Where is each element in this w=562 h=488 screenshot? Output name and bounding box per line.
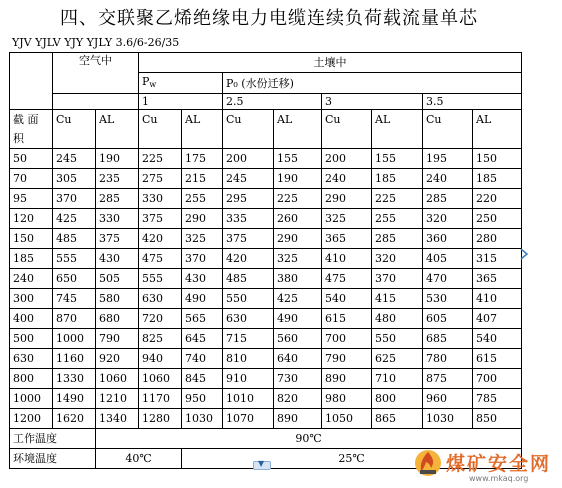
ampacity-cell: 1620 xyxy=(53,409,96,429)
ampacity-cell: 375 xyxy=(139,209,182,229)
ampacity-cell: 920 xyxy=(96,349,139,369)
ampacity-cell: 580 xyxy=(96,289,139,309)
ampacity-cell: 1050 xyxy=(322,409,372,429)
ampacity-cell: 370 xyxy=(182,249,223,269)
work-temp-value: 90℃ xyxy=(96,429,522,449)
ampacity-cell: 475 xyxy=(139,249,182,269)
work-temp-label: 工作温度 xyxy=(10,429,96,449)
ampacity-cell: 1000 xyxy=(53,329,96,349)
ampacity-cell: 305 xyxy=(53,169,96,189)
ampacity-cell: 1060 xyxy=(96,369,139,389)
site-logo xyxy=(413,446,558,488)
ampacity-cell: 275 xyxy=(139,169,182,189)
ampacity-cell: 430 xyxy=(182,269,223,289)
ampacity-cell: 407 xyxy=(473,309,522,329)
ampacity-cell: 745 xyxy=(53,289,96,309)
ampacity-cell: 430 xyxy=(96,249,139,269)
pw-subscript: w xyxy=(149,80,157,89)
ampacity-cell: 615 xyxy=(473,349,522,369)
ampacity-cell: 425 xyxy=(53,209,96,229)
ampacity-cell: 685 xyxy=(423,329,473,349)
ampacity-cell: 645 xyxy=(182,329,223,349)
section-size-cell: 1000 xyxy=(10,389,53,409)
env-temp-air: 40℃ xyxy=(96,449,182,469)
ampacity-cell: 940 xyxy=(139,349,182,369)
p0-25-al-header: AL xyxy=(274,110,322,149)
p0-3-cu-header: Cu xyxy=(322,110,372,149)
ampacity-cell: 470 xyxy=(423,269,473,289)
ampacity-cell: 785 xyxy=(473,389,522,409)
ampacity-cell: 250 xyxy=(473,209,522,229)
ampacity-cell: 150 xyxy=(473,149,522,169)
soil-header: 土壤中 xyxy=(139,53,522,73)
ampacity-cell: 1030 xyxy=(423,409,473,429)
table-row xyxy=(10,149,522,169)
air-header: 空气中 xyxy=(53,53,139,94)
ampacity-cell: 485 xyxy=(223,269,274,289)
ampacity-cell: 1340 xyxy=(96,409,139,429)
ampacity-cell: 1060 xyxy=(139,369,182,389)
ampacity-cell: 555 xyxy=(53,249,96,269)
logo-url: www.mkaq.org xyxy=(469,474,529,483)
pw-cu-header: Cu xyxy=(139,110,182,149)
env-temp-label: 环境温度 xyxy=(10,449,96,469)
ampacity-cell: 715 xyxy=(223,329,274,349)
ampacity-cell: 405 xyxy=(423,249,473,269)
ampacity-cell: 225 xyxy=(372,189,423,209)
ampacity-cell: 1490 xyxy=(53,389,96,409)
p0-value-2: 3 xyxy=(322,94,423,110)
ampacity-cell: 220 xyxy=(473,189,522,209)
ampacity-cell: 410 xyxy=(322,249,372,269)
ampacity-cell: 240 xyxy=(322,169,372,189)
ampacity-cell: 330 xyxy=(139,189,182,209)
ampacity-cell: 280 xyxy=(473,229,522,249)
ampacity-cell: 650 xyxy=(53,269,96,289)
ampacity-cell: 195 xyxy=(423,149,473,169)
ampacity-cell: 360 xyxy=(423,229,473,249)
ampacity-cell: 605 xyxy=(423,309,473,329)
ampacity-cell: 870 xyxy=(53,309,96,329)
section-size-cell: 150 xyxy=(10,229,53,249)
table-row xyxy=(10,269,522,289)
ampacity-cell: 420 xyxy=(223,249,274,269)
ampacity-cell: 240 xyxy=(423,169,473,189)
ampacity-cell: 530 xyxy=(423,289,473,309)
ampacity-cell: 865 xyxy=(372,409,423,429)
ampacity-cell: 200 xyxy=(223,149,274,169)
ampacity-cell: 540 xyxy=(473,329,522,349)
ampacity-cell: 565 xyxy=(182,309,223,329)
p0-35-cu-header: Cu xyxy=(423,110,473,149)
section-size-cell: 240 xyxy=(10,269,53,289)
table-row xyxy=(10,289,522,309)
ampacity-cell: 980 xyxy=(322,389,372,409)
p0-value-1: 2.5 xyxy=(223,94,322,110)
ampacity-cell: 640 xyxy=(274,349,322,369)
ampacity-cell: 890 xyxy=(274,409,322,429)
ampacity-cell: 415 xyxy=(372,289,423,309)
ampacity-cell: 285 xyxy=(372,229,423,249)
chevron-right-icon[interactable] xyxy=(519,248,529,260)
ampacity-cell: 175 xyxy=(182,149,223,169)
ampacity-cell: 1160 xyxy=(53,349,96,369)
ampacity-cell: 625 xyxy=(372,349,423,369)
page-title: 四、交联聚乙烯绝缘电力电缆连续负荷载流量单芯 xyxy=(60,8,478,29)
ampacity-cell: 330 xyxy=(96,209,139,229)
pw-header xyxy=(139,73,223,94)
ampacity-cell: 480 xyxy=(372,309,423,329)
ampacity-cell: 370 xyxy=(53,189,96,209)
table-row xyxy=(10,329,522,349)
ampacity-cell: 245 xyxy=(223,169,274,189)
ampacity-cell: 1030 xyxy=(182,409,223,429)
table-row xyxy=(10,189,522,209)
ampacity-cell: 740 xyxy=(182,349,223,369)
ampacity-cell: 790 xyxy=(96,329,139,349)
ampacity-cell: 630 xyxy=(223,309,274,329)
ampacity-cell: 200 xyxy=(322,149,372,169)
section-size-cell: 630 xyxy=(10,349,53,369)
ampacity-cell: 315 xyxy=(473,249,522,269)
ampacity-cell: 825 xyxy=(139,329,182,349)
chevron-down-glyph: ▼ xyxy=(258,459,265,468)
ampacity-table xyxy=(9,52,522,469)
ampacity-cell: 910 xyxy=(223,369,274,389)
ampacity-cell: 1170 xyxy=(139,389,182,409)
ampacity-cell: 780 xyxy=(423,349,473,369)
ampacity-cell: 380 xyxy=(274,269,322,289)
ampacity-cell: 290 xyxy=(182,209,223,229)
ampacity-cell: 225 xyxy=(139,149,182,169)
p0-3-al-header: AL xyxy=(372,110,423,149)
ampacity-cell: 820 xyxy=(274,389,322,409)
ampacity-cell: 410 xyxy=(473,289,522,309)
ampacity-cell: 615 xyxy=(322,309,372,329)
ampacity-cell: 1330 xyxy=(53,369,96,389)
section-size-cell: 185 xyxy=(10,249,53,269)
ampacity-cell: 850 xyxy=(473,409,522,429)
ampacity-cell: 560 xyxy=(274,329,322,349)
ampacity-cell: 505 xyxy=(96,269,139,289)
ampacity-cell: 485 xyxy=(53,229,96,249)
section-size-cell: 400 xyxy=(10,309,53,329)
ampacity-cell: 290 xyxy=(274,229,322,249)
ampacity-cell: 1280 xyxy=(139,409,182,429)
ampacity-cell: 155 xyxy=(372,149,423,169)
p0-header: P₀ (水份迁移) xyxy=(223,73,522,94)
ampacity-cell: 365 xyxy=(473,269,522,289)
table-row xyxy=(10,409,522,429)
table-row xyxy=(10,169,522,189)
ampacity-cell: 215 xyxy=(182,169,223,189)
logo-text: 煤矿安全网 xyxy=(446,453,552,475)
table-row xyxy=(10,309,522,329)
ampacity-cell: 335 xyxy=(223,209,274,229)
ampacity-cell: 555 xyxy=(139,269,182,289)
ampacity-cell: 320 xyxy=(372,249,423,269)
ampacity-cell: 540 xyxy=(322,289,372,309)
ampacity-cell: 295 xyxy=(223,189,274,209)
section-size-cell: 120 xyxy=(10,209,53,229)
section-size-cell: 70 xyxy=(10,169,53,189)
ampacity-cell: 490 xyxy=(274,309,322,329)
ampacity-cell: 550 xyxy=(372,329,423,349)
ampacity-cell: 190 xyxy=(274,169,322,189)
section-size-cell: 500 xyxy=(10,329,53,349)
ampacity-cell: 630 xyxy=(139,289,182,309)
table-row xyxy=(10,249,522,269)
ampacity-cell: 845 xyxy=(182,369,223,389)
ampacity-cell: 890 xyxy=(322,369,372,389)
ampacity-cell: 710 xyxy=(372,369,423,389)
ampacity-cell: 185 xyxy=(372,169,423,189)
section-size-cell: 300 xyxy=(10,289,53,309)
ampacity-cell: 680 xyxy=(96,309,139,329)
pw-label: P xyxy=(142,75,150,88)
flame-logo-icon xyxy=(413,448,443,478)
ampacity-cell: 1210 xyxy=(96,389,139,409)
ampacity-cell: 185 xyxy=(473,169,522,189)
ampacity-cell: 700 xyxy=(473,369,522,389)
section-size-cell: 50 xyxy=(10,149,53,169)
ampacity-cell: 255 xyxy=(372,209,423,229)
ampacity-cell: 285 xyxy=(423,189,473,209)
table-row xyxy=(10,369,522,389)
ampacity-cell: 260 xyxy=(274,209,322,229)
section-size-cell: 800 xyxy=(10,369,53,389)
ampacity-cell: 490 xyxy=(182,289,223,309)
ampacity-cell: 190 xyxy=(96,149,139,169)
ampacity-cell: 950 xyxy=(182,389,223,409)
air-cu-header: Cu xyxy=(53,110,96,149)
section-size-cell: 1200 xyxy=(10,409,53,429)
air-blank xyxy=(53,94,139,110)
ampacity-cell: 1070 xyxy=(223,409,274,429)
table-row xyxy=(10,349,522,369)
table-row xyxy=(10,229,522,249)
section-header: 截 面 积 xyxy=(10,110,53,149)
ampacity-cell: 225 xyxy=(274,189,322,209)
ampacity-cell: 325 xyxy=(182,229,223,249)
ampacity-cell: 810 xyxy=(223,349,274,369)
table-row xyxy=(10,209,522,229)
ampacity-cell: 790 xyxy=(322,349,372,369)
cable-models: YJV YJLV YJY YJLY 3.6/6-26/35 xyxy=(12,36,180,49)
ampacity-cell: 720 xyxy=(139,309,182,329)
p0-25-cu-header: Cu xyxy=(223,110,274,149)
section-size-cell: 95 xyxy=(10,189,53,209)
ampacity-cell: 235 xyxy=(96,169,139,189)
p0-35-al-header: AL xyxy=(473,110,522,149)
chevron-down-icon[interactable] xyxy=(253,461,271,470)
ampacity-cell: 875 xyxy=(423,369,473,389)
p0-value-3: 3.5 xyxy=(423,94,522,110)
env-temp-soil: 25℃ xyxy=(182,449,522,469)
ampacity-cell: 420 xyxy=(139,229,182,249)
ampacity-cell: 375 xyxy=(96,229,139,249)
ampacity-cell: 800 xyxy=(372,389,423,409)
ampacity-cell: 1010 xyxy=(223,389,274,409)
ampacity-cell: 700 xyxy=(322,329,372,349)
chevron-right-icon-svg xyxy=(519,248,529,260)
ampacity-cell: 325 xyxy=(274,249,322,269)
ampacity-cell: 370 xyxy=(372,269,423,289)
ampacity-cell: 285 xyxy=(96,189,139,209)
ampacity-cell: 320 xyxy=(423,209,473,229)
corner-cell xyxy=(10,53,53,110)
ampacity-cell: 550 xyxy=(223,289,274,309)
ampacity-cell: 375 xyxy=(223,229,274,249)
pw-al-header: AL xyxy=(182,110,223,149)
ampacity-cell: 730 xyxy=(274,369,322,389)
ampacity-cell: 155 xyxy=(274,149,322,169)
ampacity-cell: 255 xyxy=(182,189,223,209)
ampacity-cell: 325 xyxy=(322,209,372,229)
ampacity-cell: 365 xyxy=(322,229,372,249)
table-row xyxy=(10,389,522,409)
pw-value: 1 xyxy=(139,94,223,110)
air-al-header: AL xyxy=(96,110,139,149)
ampacity-cell: 425 xyxy=(274,289,322,309)
ampacity-cell: 245 xyxy=(53,149,96,169)
ampacity-cell: 290 xyxy=(322,189,372,209)
ampacity-cell: 960 xyxy=(423,389,473,409)
ampacity-cell: 475 xyxy=(322,269,372,289)
